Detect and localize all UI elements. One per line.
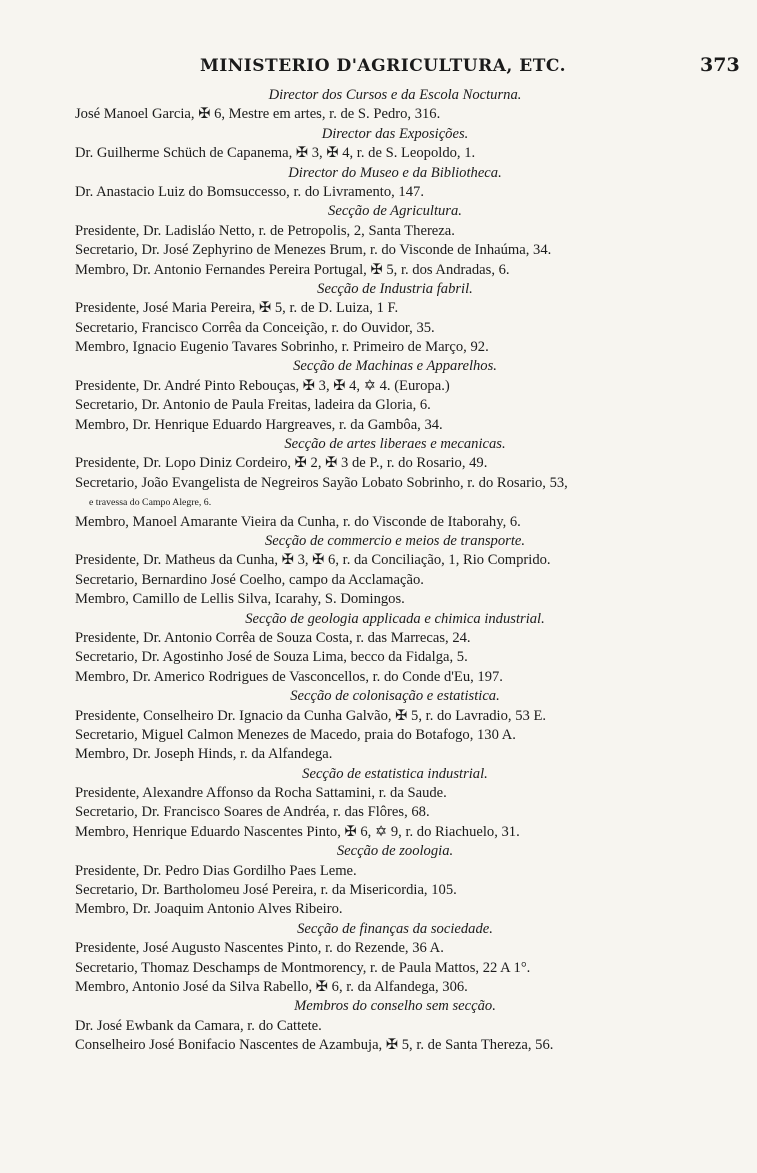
entry-continuation: e travessa do Campo Alegre, 6. (89, 497, 212, 509)
directory-entry: Membro, Manoel Amarante Vieira da Cunha, r. do Visconde de Itaborahy, 6. (75, 513, 521, 530)
directory-entry: Secretario, Miguel Calmon Menezes de Macedo, praia do Botafogo, 130 A. (75, 726, 516, 743)
section-heading: Director do Museo e da Bibliotheca. (288, 164, 502, 181)
directory-entry: Dr. Anastacio Luiz do Bomsuccesso, r. do Livramento, 147. (75, 183, 424, 200)
directory-entry: Membro, Ignacio Eugenio Tavares Sobrinho, r. Primeiro de Março, 92. (75, 339, 489, 356)
section-heading: Secção de zoologia. (336, 843, 454, 860)
section-heading: Secção de estatistica industrial. (302, 765, 488, 782)
directory-entry: Presidente, José Augusto Nascentes Pinto, r. do Rezende, 36 A. (75, 940, 444, 957)
directory-entry: Membro, Dr. Joaquim Antonio Alves Ribeiro. (75, 901, 343, 918)
directory-entry: Membro, Dr. Henrique Eduardo Hargreaves, r. da Gambôa, 34. (75, 416, 443, 433)
section-heading: Director das Exposições. (321, 125, 469, 142)
directory-entry: Presidente, José Maria Pereira, ✠ 5, r. de D. Luiza, 1 F. (75, 300, 399, 317)
directory-body (75, 86, 715, 1056)
section-heading: Secção de Machinas e Apparelhos. (293, 358, 497, 375)
directory-entry: Presidente, Dr. Antonio Corrêa de Souza Costa, r. das Marrecas, 24. (75, 629, 471, 646)
section-heading: Secção de finanças da sociedade. (297, 920, 493, 937)
directory-entry: Presidente, Alexandre Affonso da Rocha Sattamini, r. da Saude. (75, 785, 447, 802)
directory-entry: Secretario, Thomaz Deschamps de Montmorency, r. de Paula Mattos, 22 A 1°. (75, 959, 531, 976)
directory-entry: Secretario, João Evangelista de Negreiros Sayão Lobato Sobrinho, r. do Rosario, 53, (75, 474, 568, 491)
section-heading: Secção de geologia applicada e chimica industrial. (245, 610, 545, 627)
directory-entry: Presidente, Dr. Ladisláo Netto, r. de Petropolis, 2, Santa Thereza. (75, 222, 455, 239)
directory-entry: Membro, Dr. Antonio Fernandes Pereira Portugal, ✠ 5, r. dos Andradas, 6. (75, 261, 510, 278)
directory-entry: Conselheiro José Bonifacio Nascentes de Azambuja, ✠ 5, r. de Santa Thereza, 56. (75, 1037, 554, 1054)
directory-entry: Presidente, Dr. Matheus da Cunha, ✠ 3, ✠ 6, r. da Conciliação, 1, Rio Comprido. (75, 552, 551, 569)
directory-entry: Secretario, Dr. Bartholomeu José Pereira, r. da Misericordia, 105. (75, 882, 457, 899)
directory-entry: Membro, Dr. Joseph Hinds, r. da Alfandega. (75, 746, 333, 763)
directory-entry: Dr. José Ewbank da Camara, r. do Cattete. (75, 1017, 322, 1034)
directory-entry: Membro, Henrique Eduardo Nascentes Pinto, ✠ 6, ✡ 9, r. do Riachuelo, 31. (75, 823, 520, 840)
directory-entry: Dr. Guilherme Schüch de Capanema, ✠ 3, ✠ 4, r. de S. Leopoldo, 1. (75, 145, 476, 162)
directory-entry: Secretario, Bernardino José Coelho, campo da Acclamação. (75, 571, 424, 588)
directory-entry: José Manoel Garcia, ✠ 6, Mestre em artes, r. de S. Pedro, 316. (75, 106, 441, 123)
directory-entry: Presidente, Dr. Lopo Diniz Cordeiro, ✠ 2, ✠ 3 de P., r. do Rosario, 49. (75, 455, 488, 472)
section-heading: Director dos Cursos e da Escola Nocturna. (268, 87, 522, 103)
directory-entry: Membro, Antonio José da Silva Rabello, ✠ 6, r. da Alfandega, 306. (75, 978, 468, 995)
section-heading: Secção de Agricultura. (328, 203, 462, 220)
running-header (0, 56, 757, 82)
section-heading: Membros do conselho sem secção. (294, 998, 496, 1015)
section-heading: Secção de colonisação e estatistica. (290, 688, 500, 705)
directory-entry: Secretario, Dr. Agostinho José de Souza Lima, becco da Fidalga, 5. (75, 649, 468, 666)
header-title: MINISTERIO D'AGRICULTURA, ETC. (200, 56, 566, 76)
section-heading: Secção de commercio e meios de transporte. (264, 532, 526, 549)
directory-entry: Presidente, Dr. Pedro Dias Gordilho Paes Leme. (75, 862, 357, 879)
directory-entry: Secretario, Francisco Corrêa da Conceição, r. do Ouvidor, 35. (75, 319, 435, 336)
page-number: 373 (700, 54, 740, 76)
directory-entry: Membro, Dr. Americo Rodrigues de Vasconcellos, r. do Conde d'Eu, 197. (75, 668, 503, 685)
directory-entry: Membro, Camillo de Lellis Silva, Icarahy, S. Domingos. (75, 591, 405, 608)
directory-entry: Presidente, Dr. André Pinto Rebouças, ✠ 3, ✠ 4, ✡ 4. (Europa.) (75, 377, 450, 394)
directory-entry: Secretario, Dr. José Zephyrino de Menezes Brum, r. do Visconde de Inhaúma, 34. (75, 242, 552, 259)
section-heading: Secção de Industria fabril. (317, 280, 473, 297)
directory-entry: Secretario, Dr. Francisco Soares de Andréa, r. das Flôres, 68. (75, 804, 430, 821)
directory-entry: Presidente, Conselheiro Dr. Ignacio da Cunha Galvão, ✠ 5, r. do Lavradio, 53 E. (75, 707, 547, 724)
directory-entry: Secretario, Dr. Antonio de Paula Freitas, ladeira da Gloria, 6. (75, 397, 431, 414)
section-heading: Secção de artes liberaes e mecanicas. (284, 436, 506, 453)
